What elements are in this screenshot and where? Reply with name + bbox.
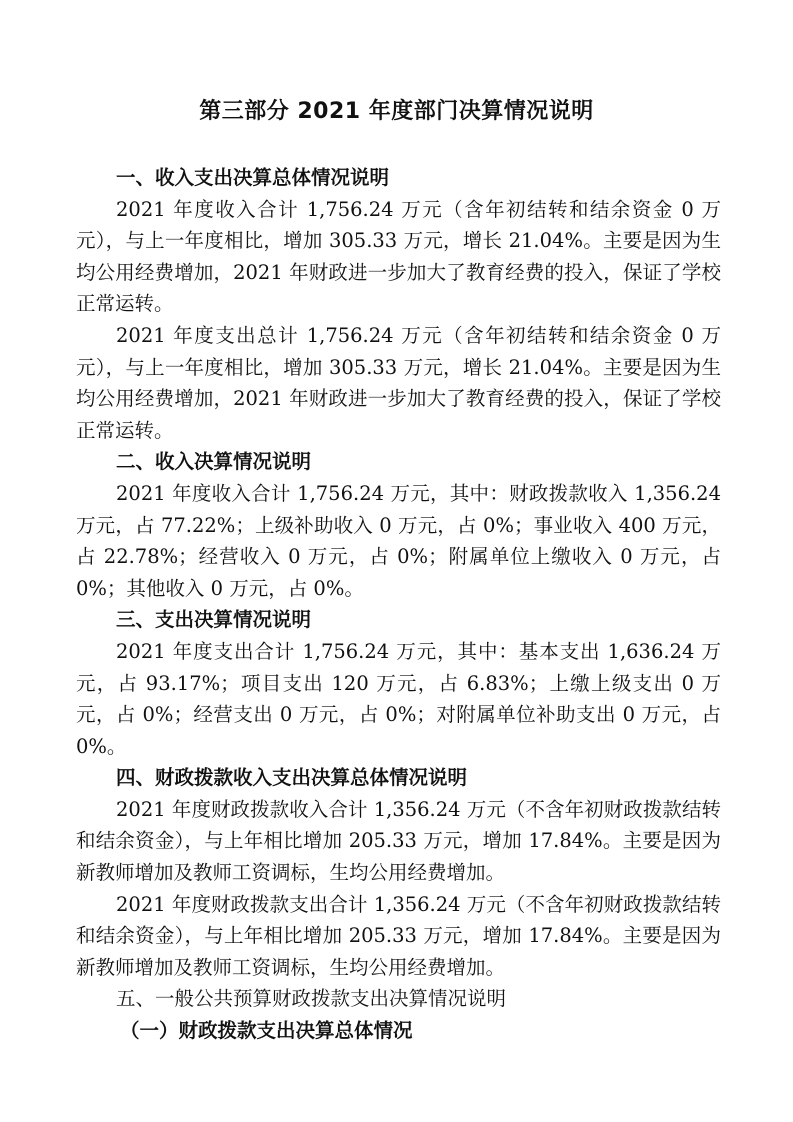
section-heading-1: 一、收入支出决算总体情况说明 xyxy=(116,166,390,189)
section-heading-3: 三、支出决算情况说明 xyxy=(116,608,312,632)
paragraph: 2021 年度财政拨款收入合计 1,356.24 万元（不含年初财政拨款结转和结余资金），与上年相比增加 205.33 万元，增加 17.84%。主要是因为新教师增加及教师工资调标，生均公用经费增加。 xyxy=(76,797,721,885)
section-heading-2: 二、收入决算情况说明 xyxy=(116,450,312,474)
section-heading-5: 五、一般公共预算财政拨款支出决算情况说明 xyxy=(116,987,507,1011)
paragraph: 2021 年度收入合计 1,756.24 万元（含年初结转和结余资金 0 万元），与上一年度相比，增加 305.33 万元，增长 21.04%。主要是因为生均公用经费增加，2021 年财政进一步加大了教育经费的投入，保证了学校正常运转。 xyxy=(76,197,721,316)
paragraph: 2021 年度财政拨款支出合计 1,356.24 万元（不含年初财政拨款结转和结余资金），与上年相比增加 205.33 万元，增加 17.84%。主要是因为新教师增加及教师工资调标，生均公用经费增加。 xyxy=(76,892,721,979)
paragraph: 2021 年度支出总计 1,756.24 万元（含年初结转和结余资金 0 万元），与上一年度相比，增加 305.33 万元，增长 21.04%。主要是因为生均公用经费增加，2021 年财政进一步加大了教育经费的投入，保证了学校正常运转。 xyxy=(76,323,721,442)
subsection-heading: （一）财政拨款支出决算总体情况 xyxy=(120,1019,413,1043)
paragraph: 2021 年度支出合计 1,756.24 万元，其中：基本支出 1,636.24 万元，占 93.17%；项目支出 120 万元，占 6.83%；上缴上级支出 0 万元，占 0%；经营支出 0 万元，占 0%；对附属单位补助支出 0 万元，占 0%。 xyxy=(76,639,721,758)
page-title: 第三部分 2021 年度部门决算情况说明 xyxy=(199,99,594,124)
section-heading-4: 四、财政拨款收入支出决算总体情况说明 xyxy=(116,766,468,790)
paragraph: 2021 年度收入合计 1,756.24 万元，其中：财政拨款收入 1,356.24 万元，占 77.22%；上级补助收入 0 万元，占 0%；事业收入 400 万元，占 22.78%；经营收入 0 万元，占 0%；附属单位上缴收入 0 万元，占 0%；其他收入 0 万元，占 0%。 xyxy=(76,481,721,600)
document-body xyxy=(76,162,721,1047)
